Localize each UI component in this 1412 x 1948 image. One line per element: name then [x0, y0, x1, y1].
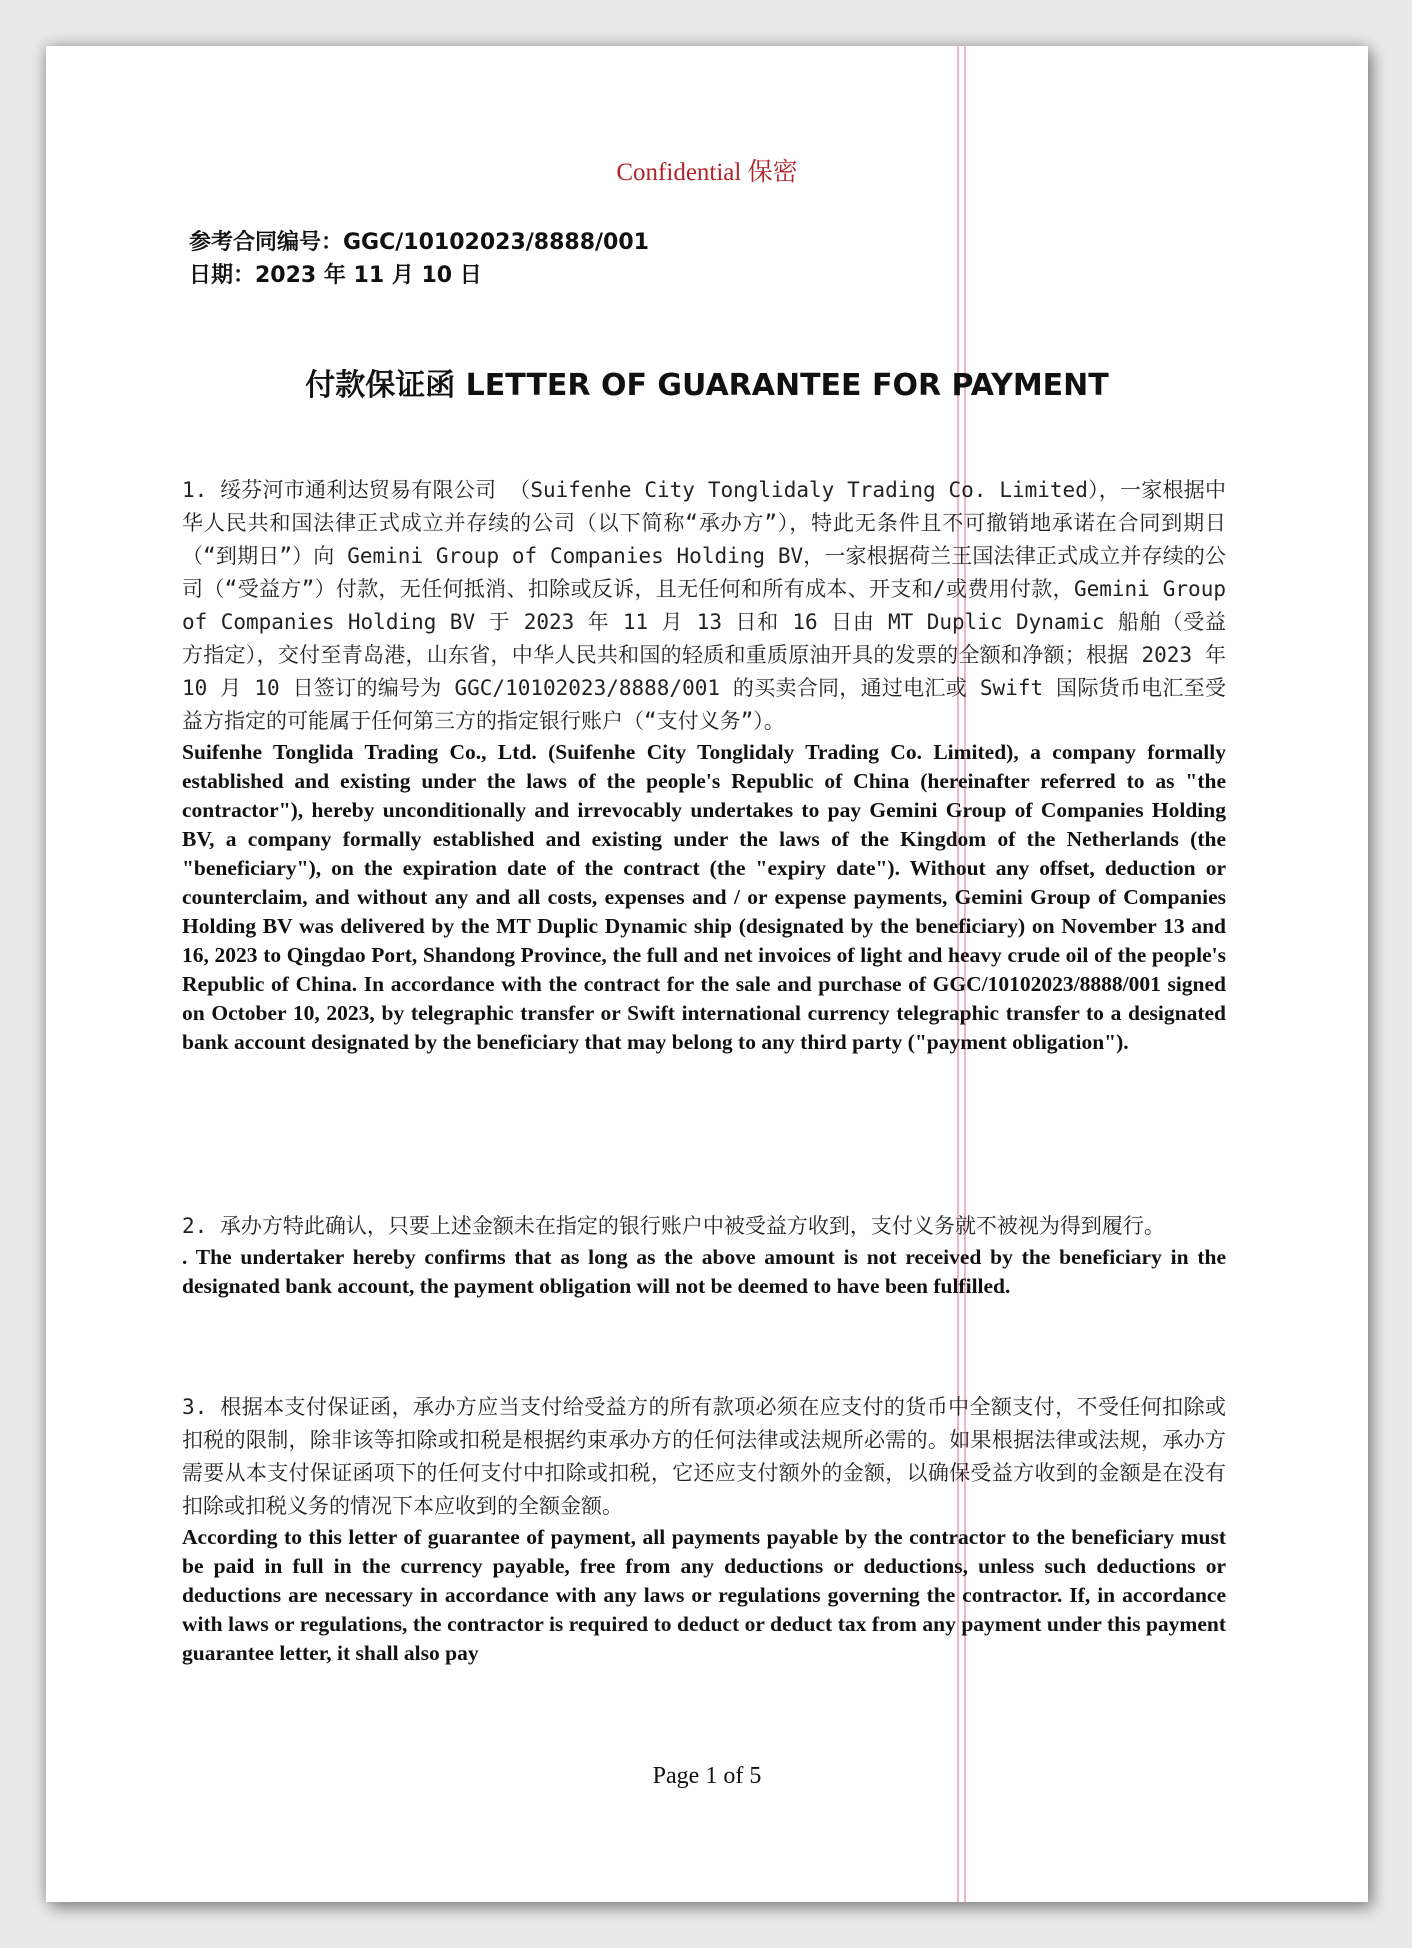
contract-reference: 参考合同编号：GGC/10102023/8888/001 — [189, 230, 649, 255]
document-title: 付款保证函 LETTER OF GUARANTEE FOR PAYMENT — [305, 368, 1109, 403]
clause-1 — [182, 474, 1226, 1057]
document-page — [46, 46, 1368, 1902]
clause-2-chinese: 2. 承办方特此确认，只要上述金额未在指定的银行账户中被受益方收到，支付义务就不被视为得到履行。 — [182, 1214, 1165, 1238]
clause-3-chinese: 3. 根据本支付保证函，承办方应当支付给受益方的所有款项必须在应支付的货币中全额支付，不受任何扣除或扣税的限制，除非该等扣除或扣税是根据约束承办方的任何法律或法规所必需的。如果根据法律或法规，承办方需要从本支付保证函项下的任何支付中扣除或扣税，它还应支付额外的金额，以确保受益方收到的金额是在没有扣除或扣税义务的情况下本应收到的全额金额。 — [182, 1395, 1226, 1518]
clause-3 — [182, 1391, 1226, 1668]
clause-2-english: . The undertaker hereby confirms that as long as the above amount is not received by the beneficiary in the designated bank account, the payment obligation will not be deemed to have been fulfilled. — [182, 1245, 1226, 1298]
clause-2 — [182, 1210, 1226, 1301]
reference-block — [189, 226, 649, 292]
page-number: Page 1 of 5 — [652, 1763, 762, 1789]
clause-3-english: According to this letter of guarantee of payment, all payments payable by the contractor to the beneficiary must be paid in full in the currency payable, free from any deductions or deductions, unless such deductions or deductions are necessary in accordance with any laws or regulations governing the contractor. If, in accordance with laws or regulations, the contractor is required to deduct or deduct tax from any payment under this payment guarantee letter, it shall also pay — [182, 1525, 1226, 1665]
confidential-label: Confidential 保密 — [616, 159, 798, 186]
clause-1-chinese: 1. 绥芬河市通利达贸易有限公司 （Suifenhe City Tonglidaly Trading Co. Limited），一家根据中华人民共和国法律正式成立并存续的公司（以下简称“承办方”），特此无条件且不可撤销地承诺在合同到期日（“到期日”）向 Gemini Group of Companies Holding BV，一家根据荷兰王国法律正式成立并存续的公司（“受益方”）付款，无任何抵消、扣除或反诉，且无任何和所有成本、开支和/或费用付款，Gemini Group of Companies Holding BV 于 2023 年 11 月 13 日和 16 日由 MT Duplic Dynamic 船舶（受益方指定），交付至青岛港，山东省，中华人民共和国的轻质和重质原油开具的发票的全额和净额；根据 2023 年 10 月 10 日签订的编号为 GGC/10102023/8888/001 的买卖合同，通过电汇或 Swift 国际货币电汇至受益方指定的可能属于任何第三方的指定银行账户（“支付义务”）。 — [182, 478, 1226, 733]
letter-date: 日期：2023 年 11 月 10 日 — [189, 263, 482, 288]
clause-1-english: Suifenhe Tonglida Trading Co., Ltd. (Suifenhe City Tonglidaly Trading Co. Limited), a company formally established and existing under the laws of the people's Republic of China (hereinafter referred to as "the contractor"), hereby unconditionally and irrevocably undertakes to pay Gemini Group of Companies Holding BV, a company formally established and existing under the laws of the Kingdom of the Netherlands (the "beneficiary"), on the expiration date of the contract (the "expiry date"). Without any offset, deduction or counterclaim, and without any and all costs, expenses and / or expense payments, Gemini Group of Companies Holding BV was delivered by the MT Duplic Dynamic ship (designated by the beneficiary) on November 13 and 16, 2023 to Qingdao Port, Shandong Province, the full and net invoices of light and heavy crude oil of the people's Republic of China. In accordance with the contract for the sale and purchase of GGC/10102023/8888/001 signed on October 10, 2023, by telegraphic transfer or Swift international currency telegraphic transfer to a designated bank account designated by the beneficiary that may belong to any third party ("payment obligation"). — [182, 740, 1226, 1054]
